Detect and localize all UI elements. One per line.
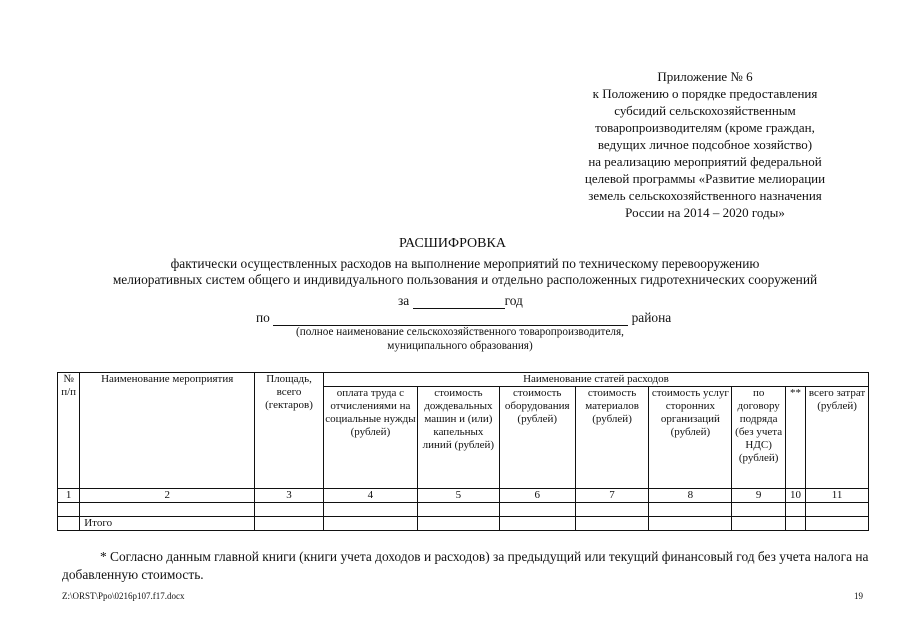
- column-number: 3: [255, 489, 324, 503]
- table-cell[interactable]: [417, 517, 499, 531]
- column-number: 2: [80, 489, 255, 503]
- appendix-line: целевой программы «Развитие мелиорации: [584, 171, 826, 186]
- appendix-line: земель сельскохозяйственного назначения: [588, 188, 822, 203]
- appendix-line: к Положению о порядке предоставления: [592, 86, 818, 101]
- period-prefix: за: [398, 293, 410, 308]
- footnote: * Согласно данным главной книги (книги учета доходов и расходов) за предыдущий или текущий финансовый год без учета налога на добавленную стоимость.: [62, 549, 869, 582]
- header-name: Наименование мероприятия: [80, 373, 255, 489]
- header-area: Площадь, всего (гектаров): [255, 373, 324, 489]
- district-line: [256, 309, 671, 326]
- table-cell[interactable]: [732, 503, 786, 517]
- column-numbers-row: [58, 489, 869, 503]
- table-cell[interactable]: [806, 503, 869, 517]
- subheader-services: стоимость услуг сторонних организаций (рублей): [649, 387, 732, 489]
- name-hint: [240, 325, 680, 353]
- table-cell[interactable]: [499, 517, 575, 531]
- document-subtitle: [40, 256, 890, 288]
- column-number: 8: [649, 489, 732, 503]
- column-number: 10: [785, 489, 805, 503]
- table-cell[interactable]: [649, 503, 732, 517]
- subheader-equipment: стоимость оборудования (рублей): [499, 387, 575, 489]
- table-cell[interactable]: [806, 517, 869, 531]
- header-num: № п/п: [58, 373, 80, 489]
- table-cell[interactable]: [255, 503, 324, 517]
- subtitle-line: фактически осуществленных расходов на выполнение мероприятий по техническому перевооружению: [170, 256, 760, 271]
- subtitle-line: мелиоративных систем общего и индивидуального пользования и отдельно расположенных гидротехнических сооружений: [112, 272, 818, 287]
- appendix-line: субсидий сельскохозяйственным: [614, 103, 796, 118]
- table-cell[interactable]: [58, 503, 80, 517]
- district-prefix: по: [256, 310, 270, 325]
- table-cell[interactable]: [785, 517, 805, 531]
- column-number: 5: [417, 489, 499, 503]
- table-cell[interactable]: [255, 517, 324, 531]
- header-row: [58, 373, 869, 387]
- appendix-line: на реализацию мероприятий федеральной: [588, 154, 822, 169]
- subheader-materials: стоимость материалов (рублей): [575, 387, 649, 489]
- table-cell[interactable]: [732, 517, 786, 531]
- table-row: [58, 503, 869, 517]
- page-number: 19: [854, 591, 863, 601]
- subheader-other: **: [785, 387, 805, 489]
- table-cell[interactable]: [417, 503, 499, 517]
- total-label: Итого: [80, 517, 255, 531]
- column-number: 9: [732, 489, 786, 503]
- table-cell[interactable]: [575, 517, 649, 531]
- appendix-block: [560, 68, 850, 221]
- table-cell[interactable]: [323, 517, 417, 531]
- name-hint-line: (полное наименование сельскохозяйственного товаропроизводителя,: [296, 326, 624, 338]
- document-title: РАСШИФРОВКА: [399, 236, 506, 251]
- column-number: 4: [323, 489, 417, 503]
- column-number: 6: [499, 489, 575, 503]
- table-cell[interactable]: [575, 503, 649, 517]
- period-line: [398, 292, 523, 309]
- expenses-table: [57, 372, 869, 531]
- table-cell[interactable]: [649, 517, 732, 531]
- header-group: Наименование статей расходов: [323, 373, 868, 387]
- file-path: Z:\ORST\Ppo\0216p107.f17.docx: [62, 591, 185, 601]
- period-year-blank[interactable]: [413, 292, 505, 309]
- table-cell[interactable]: [499, 503, 575, 517]
- appendix-line: ведущих личное подсобное хозяйство): [597, 137, 813, 152]
- subheader-labor: оплата труда с отчислениями на социальные нужды (рублей): [323, 387, 417, 489]
- table-cell[interactable]: [323, 503, 417, 517]
- appendix-line: России на 2014 – 2020 годы»: [625, 205, 785, 220]
- table-cell[interactable]: [80, 503, 255, 517]
- table-cell: [58, 517, 80, 531]
- column-number: 11: [806, 489, 869, 503]
- column-number: 7: [575, 489, 649, 503]
- subheader-machines: стоимость дождевальных машин и (или) капельных линий (рублей): [417, 387, 499, 489]
- appendix-line: Приложение № 6: [657, 69, 753, 84]
- subheader-contract: по договору подряда (без учета НДС) (рублей): [732, 387, 786, 489]
- district-name-blank[interactable]: [273, 309, 628, 326]
- subheader-total: всего затрат (рублей): [806, 387, 869, 489]
- total-row: [58, 517, 869, 531]
- district-suffix: района: [631, 310, 672, 325]
- period-suffix: год: [504, 293, 523, 308]
- appendix-line: товаропроизводителям (кроме граждан,: [595, 120, 815, 135]
- name-hint-line: муниципального образования): [387, 340, 533, 352]
- table-cell[interactable]: [785, 503, 805, 517]
- column-number: 1: [58, 489, 80, 503]
